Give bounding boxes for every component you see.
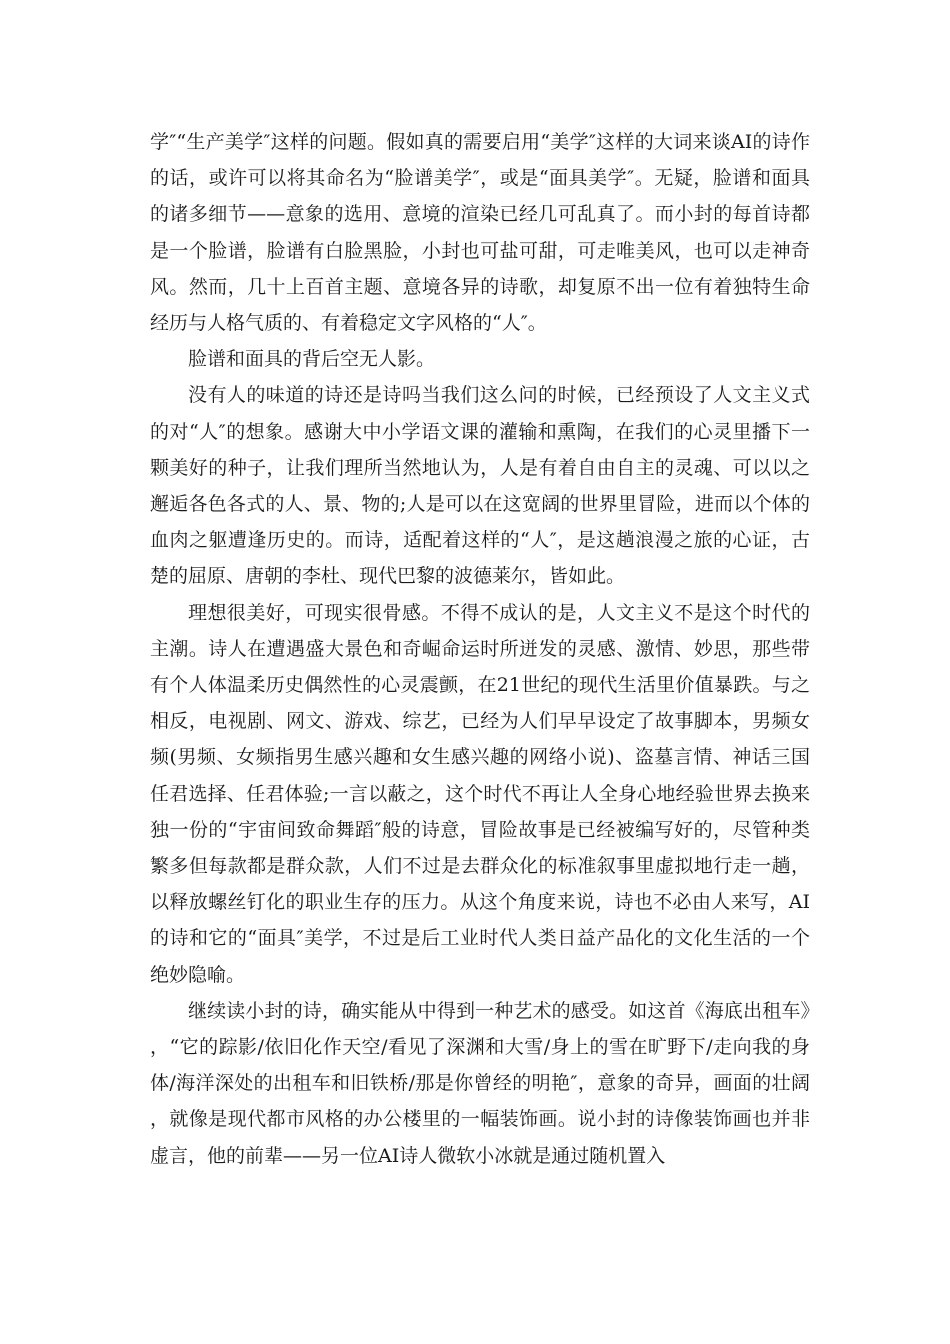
paragraph-4: 理想很美好，可现实很骨感。不得不成认的是，人文主义不是这个时代的主潮。诗人在遭遇盛大景色和奇崛命运时所迸发的灵感、激情、妙思，那些带有个人体温柔历史偶然性的心灵震颤，在21世纪的现代生活里价值暴跌。与之相反，电视剧、网文、游戏、综艺，已经为人们早早设定了故事脚本，男频女频(男频、女频指男生感兴趣和女生感兴趣的网络小说)、盗墓言情、神话三国任君选择、任君体验;一言以蔽之，这个时代不再让人全身心地经验世界去换来独一份的“宇宙间致命舞蹈″般的诗意，冒险故事是已经被编写好的，尽管种类繁多但每款都是群众款，人们不过是去群众化的标准叙事里虚拟地行走一趟，以释放螺丝钉化的职业生存的压力。从这个角度来说，诗也不必由人来写，AI的诗和它的“面具″美学，不过是后工业时代人类日益产品化的文化生活的一个绝妙隐喻。: [150, 601, 810, 986]
paragraph-3: 没有人的味道的诗还是诗吗当我们这么问的时候，已经预设了人文主义式的对“人″的想象。感谢大中小学语文课的灌输和熏陶，在我们的心灵里播下一颗美好的种子，让我们理所当然地认为，人是有着自由自主的灵魂、可以以之邂逅各色各式的人、景、物的;人是可以在这宽阔的世界里冒险，进而以个体的血肉之躯遭逢历史的。而诗，适配着这样的“人″，是这趟浪漫之旅的心证，古楚的屈原、唐朝的李杜、现代巴黎的波德莱尔，皆如此。: [150, 384, 810, 588]
paragraph-1: 学″“生产美学″这样的问题。假如真的需要启用“美学″这样的大词来谈AI的诗作的话，或许可以将其命名为“脸谱美学″，或是“面具美学″。无疑，脸谱和面具的诸多细节——意象的选用、意境的渲染已经几可乱真了。而小封的每首诗都是一个脸谱，脸谱有白脸黑脸，小封也可盐可甜，可走唯美风，也可以走神奇风。然而，几十上百首主题、意境各异的诗歌，却复原不出一位有着独特生命经历与人格气质的、有着稳定文字风格的“人″。: [150, 131, 810, 335]
document-body: [150, 124, 810, 1174]
paragraph-5: 继续读小封的诗，确实能从中得到一种艺术的感受。如这首《海底出租车》，“它的踪影/依旧化作天空/看见了深渊和大雪/身上的雪在旷野下/走向我的身体/海洋深处的出租车和旧铁桥/那是你曾经的明艳″，意象的奇异，画面的壮阔，就像是现代都市风格的办公楼里的一幅装饰画。说小封的诗像装饰画也并非虚言，他的前辈——另一位AI诗人微软小冰就是通过随机置入: [150, 999, 810, 1167]
paragraph-2: 脸谱和面具的背后空无人影。: [188, 348, 436, 371]
